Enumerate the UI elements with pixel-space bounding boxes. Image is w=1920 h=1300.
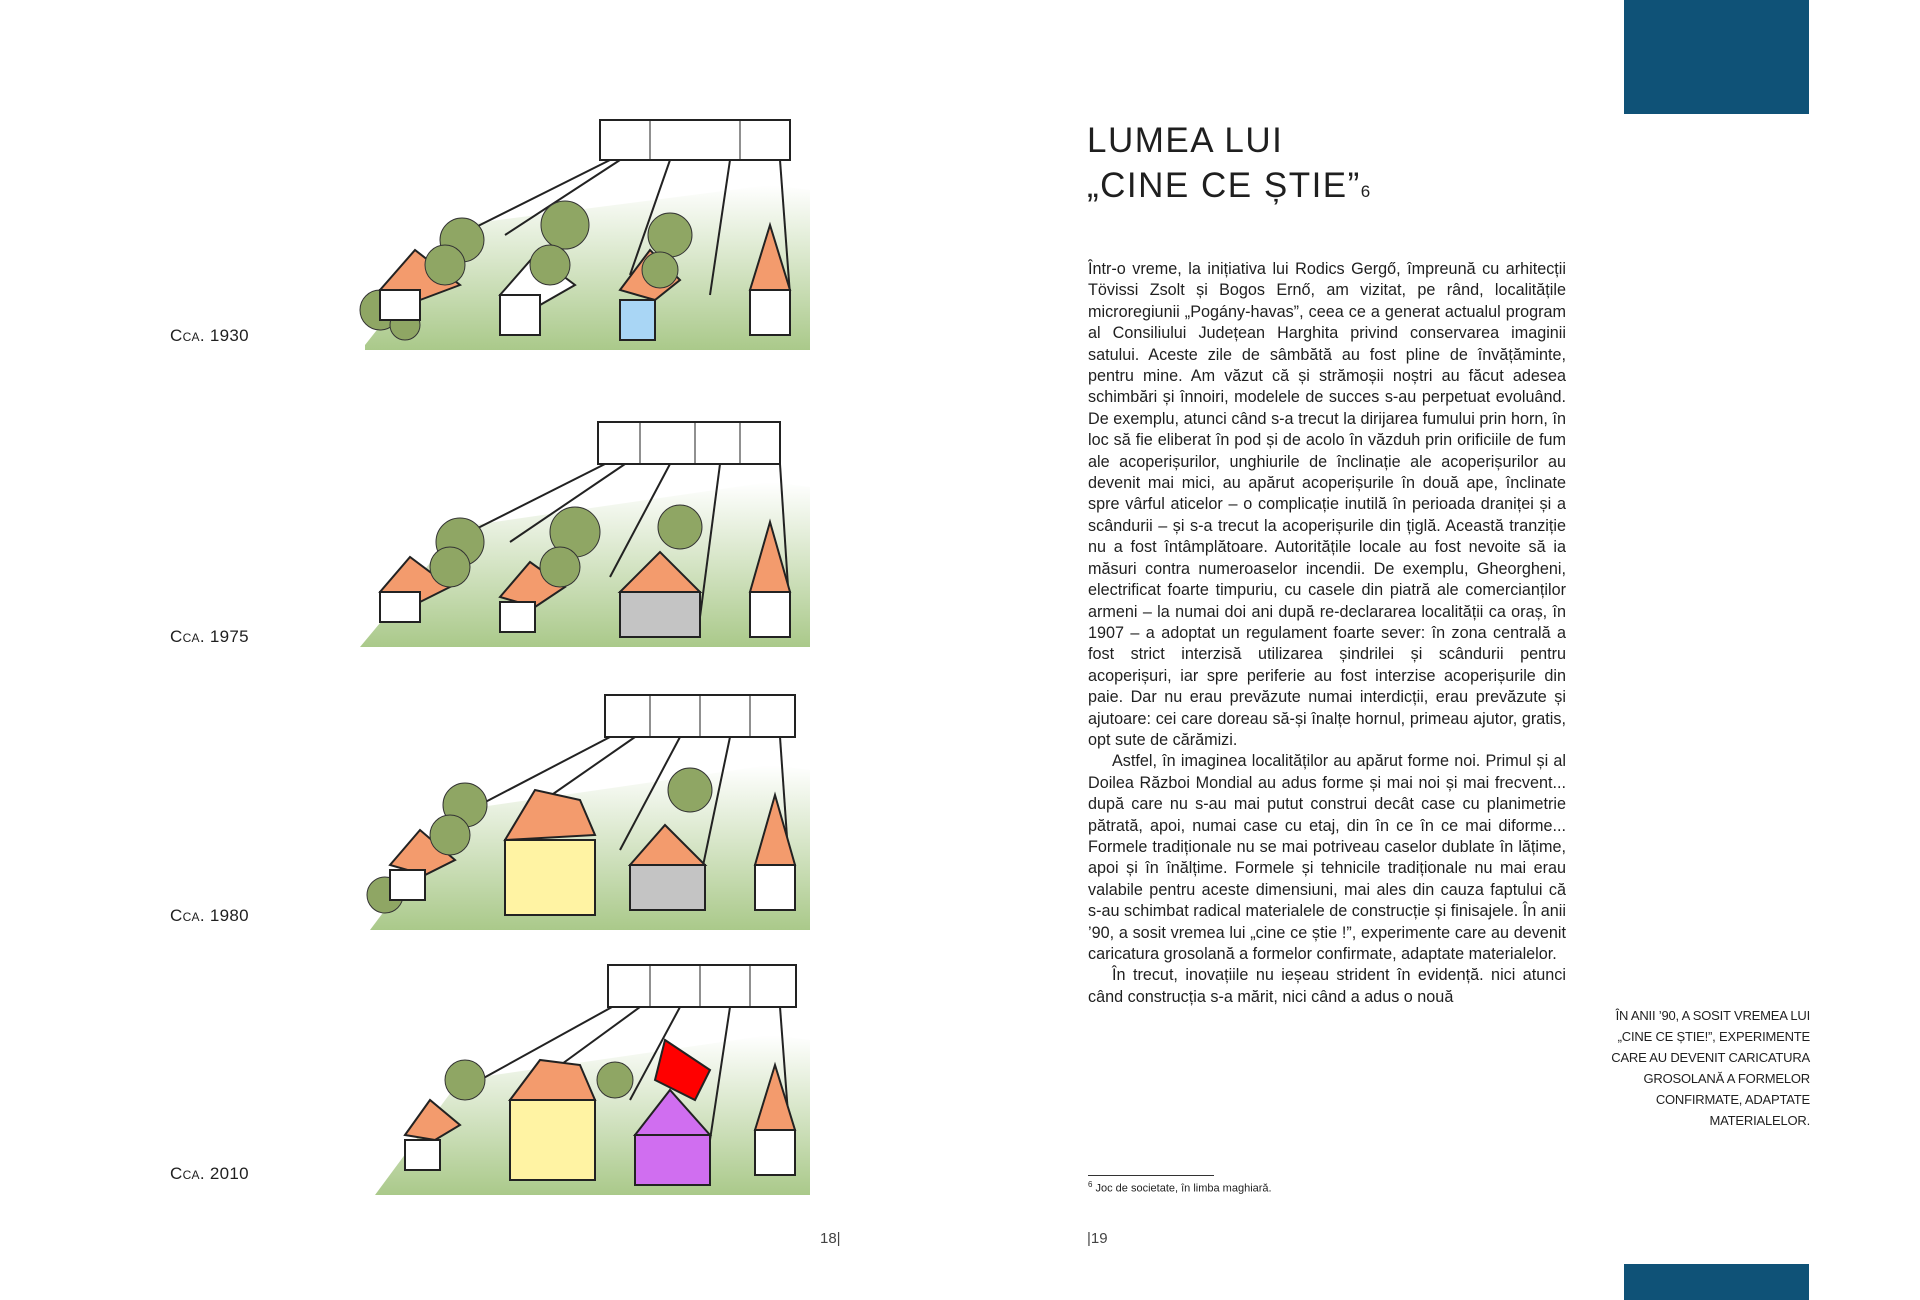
body-paragraph-2: Astfel, în imaginea localităților au apărut forme noi. Primul și al Doilea Război Mondial au adus forme și mai noi și mai frecvent... după care nu s-au mai putut construi decât case cu planimetrie pătrată, apoi, numai case cu etaj, din în ce în ce mai diforme... Formele tradiționale nu se mai potriveau caselor dublate în lățime, apoi și în înălțime. Formele și tehnicile tradiționale nu mai erau valabile pentru aceste dimensiuni, mai ales din cauza faptului că s-au schimbat radical materialele de construcție și finisajele. În anii ’90, a sosit vremea lui „cine ce știe !”, experimente care au devenit caricatura grosolană a formelor confirmate, adaptate materialelor. xyxy=(1088,752,1566,963)
village-illustration-1930 xyxy=(350,115,810,355)
title-line-2: „CINE CE ȘTIE” xyxy=(1087,166,1361,205)
year-label-2010: Cca. 2010 xyxy=(170,1164,249,1183)
body-paragraph-1: Într-o vreme, la inițiativa lui Rodics Gergő, împreună cu arhitecții Tövissi Zsolt și Bogos Ernő, am vizitat, pe rând, localitățile microregiunii „Pogány-havas”, ceea ce a generat actualul program al Consiliului Județean Harghita privind conservarea imaginii satului. Aceste zile de sâmbătă au fost pline de învățăminte, pentru mine. Am văzut că și strămoșii noștri au făcut adesea schimbări și înnoiri, modelele de succes s-au perpetuat evoluând. De exemplu, atunci când s-a trecut la dirijarea fumului prin horn, în loc să fie eliberat în pod și de acolo în văzduh prin orificiile de fum ale acoperișurilor, unghiurile de înclinație ale acoperișurilor au devenit mai mici, au apărut acoperișurile în două ape, înclinate spre vârful aticelor – o complicație inutilă în perioada draniței și a scândurii – și s-a trecut la acoperișurile din țiglă. Această tranziție nu a fost întâmplătoare. Autoritățile locale au fost nevoite să ia măsuri contra numeroaselor incendii. De exemplu, Gheorgheni, electrificat foarte timpuriu, cu casele din piatră ale comercianților armeni – la numai doi ani după re-declararea localității ca oraș, în 1907 – a adoptat un regulament foarte sever: în zona centrală a fost strict interzisă utilizarea șindrilei și scândurii pentru acoperișuri, iar spre periferie au fost interzise acoperișurile din paie. Dar nu erau prevăzute numai interdicții, erau prevăzute și ajutoare: cei care doreau să-și înalțe hornul, primeau ajutor, gratis, opt sute de cărămizi. xyxy=(1088,260,1566,749)
accent-tab-top xyxy=(1624,0,1809,114)
village-illustration-2010 xyxy=(350,960,810,1200)
footnote-number: 6 xyxy=(1088,1180,1093,1189)
body-paragraph-3: În trecut, inovațiile nu ieșeau strident în evidență. nici atunci când construcția s-a mărit, nici când a adus o nouă xyxy=(1088,966,1566,1006)
accent-tab-bottom xyxy=(1624,1264,1809,1300)
body-text xyxy=(1088,259,1566,1147)
footnote-text: Joc de societate, în limba maghiară. xyxy=(1092,1182,1272,1195)
footnote xyxy=(1088,1180,1272,1195)
village-illustration-1980 xyxy=(350,690,810,935)
page-number-right: |19 xyxy=(1087,1230,1108,1247)
year-label-1980: Cca. 1980 xyxy=(170,906,249,925)
year-label-1975: Cca. 1975 xyxy=(170,627,249,646)
village-illustration-1975 xyxy=(350,417,810,652)
title-line-1: LUMEA LUI xyxy=(1087,121,1284,160)
title-footnote-ref: 6 xyxy=(1360,182,1372,201)
pull-quote: ÎN ANII ’90, A SOSIT VREMEA LUI „CINE CE ȘTIE!”, EXPERIMENTE CARE AU DEVENIT CARICATURA GROSOLANĂ A FORMELOR CONFIRMATE, ADAPTATE MATERIALELOR. xyxy=(1611,1008,1810,1128)
footnote-rule xyxy=(1088,1175,1214,1176)
year-label-1930: Cca. 1930 xyxy=(170,326,249,345)
page-title xyxy=(1087,118,1372,208)
page-number-left: 18| xyxy=(820,1230,841,1247)
